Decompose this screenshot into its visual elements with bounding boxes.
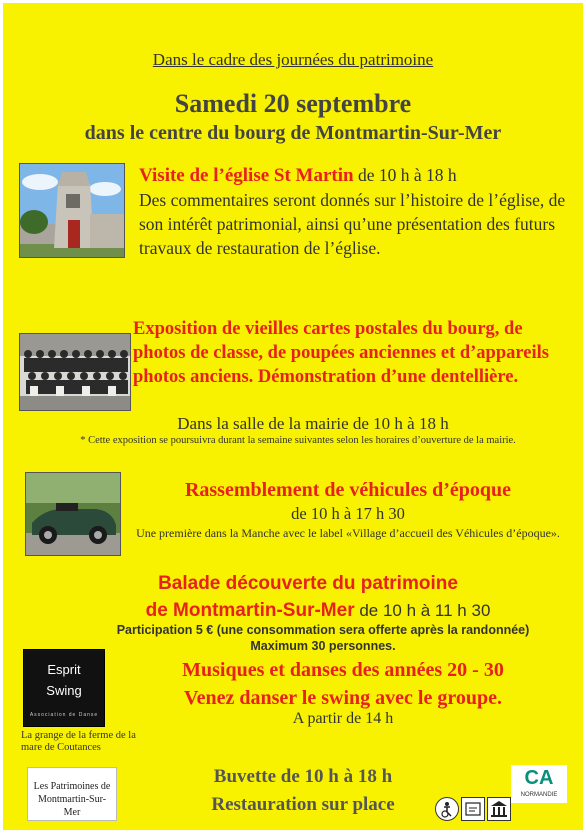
ca-logo-label: NORMANDIE <box>520 792 558 798</box>
music-line-2: Venez danser le swing avec le groupe. <box>184 687 502 709</box>
accessibility-icon <box>435 797 459 821</box>
walk-info <box>63 622 583 654</box>
esprit-swing-logo <box>23 649 105 727</box>
church-title: Visite de l’église St Martin <box>139 165 354 186</box>
expo-hours: Dans la salle de la mairie de 10 h à 18 h <box>177 414 449 433</box>
swing-logo-line1: Esprit <box>47 662 81 677</box>
patrimoines-logo <box>27 767 117 821</box>
music-hours: A partir de 14 h <box>292 710 394 727</box>
cars-note: Une première dans la Manche avec le label «Village d’accueil des Véhicules d’époque». <box>136 526 560 540</box>
patrimoines-logo-text: Les Patrimoines de Montmartin-Sur-Mer <box>33 781 111 818</box>
label-icon <box>461 797 485 821</box>
restauration-text: Restauration sur place <box>211 794 395 815</box>
event-location: dans le centre du bourg de Montmartin-Sur-Mer <box>84 122 502 144</box>
walk-title-2: de Montmartin-Sur-Mer <box>145 600 355 621</box>
church-description: Des commentaires seront donnés sur l’histoire de l’église, de son intérêt patrimonial, ainsi qu’une présentation des futurs travaux de restauration de l’église. <box>139 190 566 258</box>
music-line-1: Musiques et danses des années 20 - 30 <box>182 659 504 681</box>
church-section <box>139 163 569 260</box>
credit-agricole-logo <box>511 765 567 803</box>
swing-caption: La grange de la ferme de la mare de Coutances <box>21 730 136 753</box>
swing-logo-sub: Association de Danse <box>29 712 99 718</box>
flyer-page <box>3 3 583 830</box>
cars-hours: de 10 h à 17 h 30 <box>291 504 405 523</box>
ca-logo-letters: CA <box>524 767 554 789</box>
walk-title: Balade découverte du patrimoine <box>158 573 458 594</box>
church-photo <box>19 163 125 258</box>
walk-subtitle-line <box>83 600 553 622</box>
church-hours: de 10 h à 18 h <box>353 165 457 185</box>
vintage-car-photo <box>25 472 121 556</box>
cars-title: Rassemblement de véhicules d’époque <box>184 479 512 501</box>
walk-hours: de 10 h à 11 h 30 <box>354 601 491 620</box>
intro-text: Dans le cadre des journées du patrimoine <box>152 50 434 69</box>
buvette-text: Buvette de 10 h à 18 h <box>213 766 393 787</box>
buvette-section <box>123 763 483 819</box>
expo-title: Exposition de vieilles cartes postales du bourg, de photos de classe, de poupées anciennes et d’appareils photos anciens. Démonstration d’une dentellière. <box>133 319 549 387</box>
swing-logo-line2: Swing <box>46 683 82 698</box>
walk-max: Maximum 30 personnes. <box>250 639 396 653</box>
music-section <box>113 656 573 712</box>
walk-participation: Participation 5 € (une consommation sera offerte après la randonnée) <box>116 623 530 637</box>
monument-icon <box>487 797 511 821</box>
class-photo <box>19 333 131 411</box>
event-date: Samedi 20 septembre <box>174 89 412 118</box>
expo-note: * Cette exposition se poursuivra durant la semaine suivantes selon les horaires d’ouverture de la mairie. <box>80 435 516 446</box>
